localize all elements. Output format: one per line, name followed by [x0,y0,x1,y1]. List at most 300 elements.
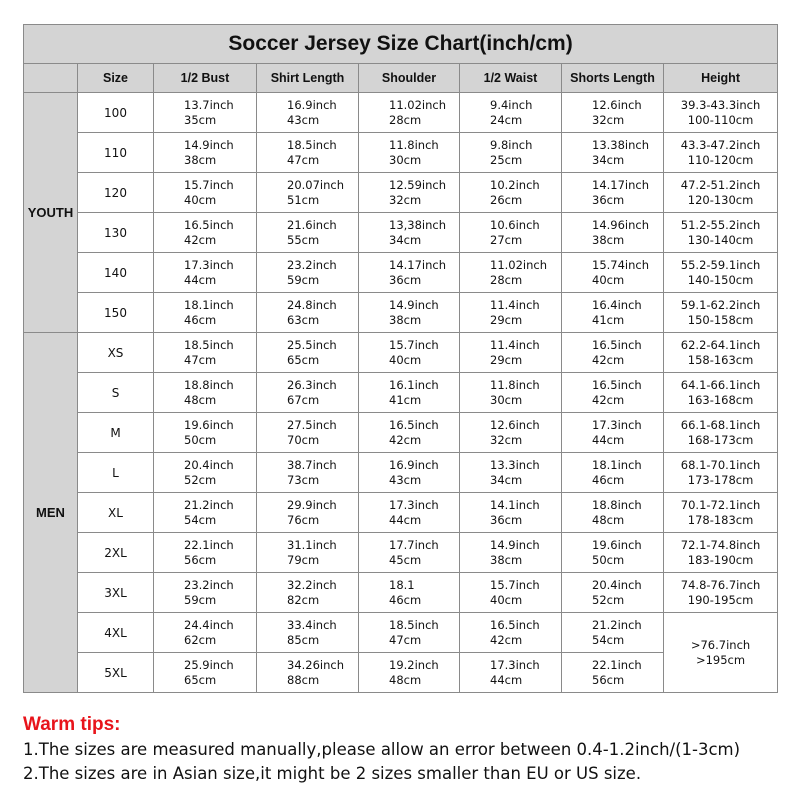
size-cell: XS [78,333,154,373]
inch-value: 15.7inch [389,337,439,352]
size-cell: 150 [78,293,154,333]
cm-value: 41cm [389,392,422,407]
inch-value: 12.6inch [592,97,642,112]
cm-value: 120-130cm [687,192,754,207]
cm-value: 56cm [184,552,217,567]
shoulder-cell [359,413,460,453]
waist-cell [460,373,562,413]
table-row [24,333,778,373]
inch-value: 31.1inch [287,537,337,552]
shoulder-cell [359,333,460,373]
inch-value: 10.6inch [490,217,540,232]
size-cell: 110 [78,133,154,173]
inch-value: 74.8-76.7inch [680,577,761,592]
table-row [24,173,778,213]
inch-value: 20.4inch [592,577,642,592]
shirt-length-cell [257,413,359,453]
group-column-header [24,64,78,93]
inch-value: 22.1inch [592,657,642,672]
shoulder-cell [359,293,460,333]
cm-value: 42cm [184,232,217,247]
inch-value: 11.02inch [490,257,548,272]
inch-value: 22.1inch [184,537,234,552]
inch-value: 19.6inch [184,417,234,432]
cm-value: 44cm [389,512,422,527]
cm-value: 59cm [287,272,320,287]
inch-value: >76.7inch [690,637,751,652]
height-cell [664,533,778,573]
size-cell: 130 [78,213,154,253]
inch-value: 39.3-43.3inch [680,97,761,112]
inch-value: 16.5inch [389,417,439,432]
cm-value: 28cm [389,112,422,127]
size-cell: 3XL [78,573,154,613]
shoulder-cell [359,493,460,533]
cm-value: 40cm [592,272,625,287]
cm-value: 65cm [184,672,217,687]
inch-value: 15.7inch [490,577,540,592]
inch-value: 23.2inch [184,577,234,592]
inch-value: 18.8inch [592,497,642,512]
inch-value: 24.8inch [287,297,337,312]
height-cell [664,453,778,493]
inch-value: 15.74inch [592,257,650,272]
column-header-row [24,64,778,93]
cm-value: 190-195cm [687,592,754,607]
cm-value: 42cm [490,632,523,647]
size-cell: 5XL [78,653,154,693]
cm-value: 34cm [592,152,625,167]
group-label: YOUTH [24,93,78,333]
inch-value: 17.3inch [389,497,439,512]
cm-value: 88cm [287,672,320,687]
inch-value: 38.7inch [287,457,337,472]
cm-value: 36cm [592,192,625,207]
bust-cell [154,213,257,253]
cm-value: 25cm [490,152,523,167]
size-chart-table [23,24,778,693]
shoulder-cell [359,653,460,693]
inch-value: 32.2inch [287,577,337,592]
shoulder-cell [359,573,460,613]
cm-value: 40cm [490,592,523,607]
cm-value: 35cm [184,112,217,127]
cm-value: 42cm [592,352,625,367]
inch-value: 18.5inch [184,337,234,352]
inch-value: 9.4inch [490,97,533,112]
cm-value: 150-158cm [687,312,754,327]
height-cell [664,373,778,413]
inch-value: 15.7inch [184,177,234,192]
table-row [24,213,778,253]
inch-value: 33.4inch [287,617,337,632]
bust-cell [154,173,257,213]
inch-value: 17.3inch [490,657,540,672]
inch-value: 18.1inch [592,457,642,472]
size-cell: M [78,413,154,453]
shorts-length-cell [562,653,664,693]
inch-value: 18.1 [389,577,415,592]
waist-cell [460,613,562,653]
size-chart-body [24,93,778,693]
inch-value: 24.4inch [184,617,234,632]
cm-value: 52cm [184,472,217,487]
cm-value: >195cm [695,652,746,667]
shirt-length-cell [257,253,359,293]
inch-value: 34.26inch [287,657,345,672]
cm-value: 41cm [592,312,625,327]
inch-value: 43.3-47.2inch [680,137,761,152]
height-cell [664,213,778,253]
inch-value: 18.5inch [287,137,337,152]
column-header-shorts-length: Shorts Length [562,64,664,93]
shirt-length-cell [257,133,359,173]
cm-value: 63cm [287,312,320,327]
cm-value: 32cm [389,192,422,207]
cm-value: 24cm [490,112,523,127]
inch-value: 16.9inch [389,457,439,472]
inch-value: 17.3inch [184,257,234,272]
shorts-length-cell [562,573,664,613]
shoulder-cell [359,613,460,653]
cm-value: 29cm [490,352,523,367]
table-row [24,253,778,293]
shorts-length-cell [562,293,664,333]
height-cell [664,133,778,173]
cm-value: 29cm [490,312,523,327]
size-cell: 4XL [78,613,154,653]
inch-value: 21.2inch [184,497,234,512]
inch-value: 14.9inch [490,537,540,552]
bust-cell [154,93,257,133]
waist-cell [460,453,562,493]
inch-value: 14.17inch [592,177,650,192]
cm-value: 67cm [287,392,320,407]
waist-cell [460,533,562,573]
cm-value: 40cm [389,352,422,367]
height-cell [664,493,778,533]
inch-value: 72.1-74.8inch [680,537,761,552]
waist-cell [460,213,562,253]
inch-value: 19.6inch [592,537,642,552]
inch-value: 11.4inch [490,297,540,312]
table-row [24,133,778,173]
cm-value: 178-183cm [687,512,754,527]
shoulder-cell [359,373,460,413]
inch-value: 26.3inch [287,377,337,392]
inch-value: 59.1-62.2inch [680,297,761,312]
cm-value: 38cm [592,232,625,247]
cm-value: 79cm [287,552,320,567]
cm-value: 65cm [287,352,320,367]
waist-cell [460,333,562,373]
table-row [24,613,778,653]
inch-value: 13.38inch [592,137,650,152]
waist-cell [460,253,562,293]
inch-value: 66.1-68.1inch [680,417,761,432]
shorts-length-cell [562,213,664,253]
bust-cell [154,453,257,493]
cm-value: 130-140cm [687,232,754,247]
cm-value: 54cm [592,632,625,647]
inch-value: 55.2-59.1inch [680,257,761,272]
table-row [24,573,778,613]
column-header-bust: 1/2 Bust [154,64,257,93]
cm-value: 42cm [389,432,422,447]
cm-value: 47cm [184,352,217,367]
inch-value: 21.2inch [592,617,642,632]
shoulder-cell [359,173,460,213]
size-cell: 120 [78,173,154,213]
cm-value: 44cm [184,272,217,287]
inch-value: 16.5inch [490,617,540,632]
cm-value: 47cm [287,152,320,167]
cm-value: 46cm [184,312,217,327]
shirt-length-cell [257,333,359,373]
height-cell [664,173,778,213]
cm-value: 28cm [490,272,523,287]
inch-value: 20.4inch [184,457,234,472]
cm-value: 59cm [184,592,217,607]
cm-value: 27cm [490,232,523,247]
inch-value: 9.8inch [490,137,533,152]
shirt-length-cell [257,373,359,413]
bust-cell [154,573,257,613]
shoulder-cell [359,533,460,573]
column-header-shoulder: Shoulder [359,64,460,93]
cm-value: 32cm [490,432,523,447]
height-cell [664,573,778,613]
inch-value: 62.2-64.1inch [680,337,761,352]
group-label: MEN [24,333,78,693]
warm-tip-line: 1.The sizes are measured manually,please allow an error between 0.4-1.2inch/(1-3cm) [23,740,741,759]
cm-value: 30cm [490,392,523,407]
cm-value: 163-168cm [687,392,754,407]
inch-value: 29.9inch [287,497,337,512]
inch-value: 14.17inch [389,257,447,272]
bust-cell [154,613,257,653]
shoulder-cell [359,253,460,293]
shorts-length-cell [562,173,664,213]
cm-value: 183-190cm [687,552,754,567]
inch-value: 16.9inch [287,97,337,112]
shorts-length-cell [562,533,664,573]
shorts-length-cell [562,133,664,173]
cm-value: 44cm [490,672,523,687]
height-cell [664,613,778,693]
bust-cell [154,413,257,453]
size-cell: 2XL [78,533,154,573]
cm-value: 62cm [184,632,217,647]
inch-value: 16.1inch [389,377,439,392]
inch-value: 25.9inch [184,657,234,672]
inch-value: 12.6inch [490,417,540,432]
cm-value: 140-150cm [687,272,754,287]
cm-value: 36cm [389,272,422,287]
shirt-length-cell [257,173,359,213]
inch-value: 13.7inch [184,97,234,112]
cm-value: 73cm [287,472,320,487]
cm-value: 45cm [389,552,422,567]
inch-value: 11.02inch [389,97,447,112]
cm-value: 47cm [389,632,422,647]
height-cell [664,413,778,453]
cm-value: 34cm [389,232,422,247]
bust-cell [154,653,257,693]
height-cell [664,93,778,133]
cm-value: 38cm [490,552,523,567]
cm-value: 44cm [592,432,625,447]
cm-value: 30cm [389,152,422,167]
height-cell [664,253,778,293]
table-row [24,93,778,133]
size-cell: 140 [78,253,154,293]
waist-cell [460,573,562,613]
shirt-length-cell [257,573,359,613]
inch-value: 70.1-72.1inch [680,497,761,512]
shirt-length-cell [257,493,359,533]
size-cell: S [78,373,154,413]
waist-cell [460,133,562,173]
bust-cell [154,333,257,373]
inch-value: 25.5inch [287,337,337,352]
inch-value: 11.4inch [490,337,540,352]
cm-value: 100-110cm [687,112,754,127]
inch-value: 17.3inch [592,417,642,432]
cm-value: 50cm [184,432,217,447]
cm-value: 46cm [389,592,422,607]
table-row [24,533,778,573]
warm-tips [23,712,783,786]
inch-value: 27.5inch [287,417,337,432]
shorts-length-cell [562,93,664,133]
inch-value: 16.5inch [592,377,642,392]
column-header-waist: 1/2 Waist [460,64,562,93]
table-row [24,293,778,333]
cm-value: 38cm [389,312,422,327]
waist-cell [460,413,562,453]
shorts-length-cell [562,613,664,653]
cm-value: 173-178cm [687,472,754,487]
cm-value: 70cm [287,432,320,447]
inch-value: 16.4inch [592,297,642,312]
inch-value: 13.3inch [490,457,540,472]
cm-value: 40cm [184,192,217,207]
cm-value: 110-120cm [687,152,754,167]
cm-value: 82cm [287,592,320,607]
inch-value: 17.7inch [389,537,439,552]
cm-value: 46cm [592,472,625,487]
inch-value: 14.96inch [592,217,650,232]
inch-value: 23.2inch [287,257,337,272]
warm-tips-title: Warm tips: [23,714,121,735]
bust-cell [154,373,257,413]
shirt-length-cell [257,533,359,573]
inch-value: 12.59inch [389,177,447,192]
cm-value: 55cm [287,232,320,247]
inch-value: 68.1-70.1inch [680,457,761,472]
shirt-length-cell [257,453,359,493]
cm-value: 51cm [287,192,320,207]
size-cell: XL [78,493,154,533]
shirt-length-cell [257,653,359,693]
table-row [24,453,778,493]
inch-value: 64.1-66.1inch [680,377,761,392]
chart-title: Soccer Jersey Size Chart(inch/cm) [24,25,778,64]
bust-cell [154,293,257,333]
column-header-shirt-length: Shirt Length [257,64,359,93]
inch-value: 14.9inch [389,297,439,312]
shorts-length-cell [562,493,664,533]
shorts-length-cell [562,453,664,493]
waist-cell [460,653,562,693]
inch-value: 47.2-51.2inch [680,177,761,192]
bust-cell [154,253,257,293]
inch-value: 20.07inch [287,177,345,192]
cm-value: 168-173cm [687,432,754,447]
waist-cell [460,493,562,533]
cm-value: 52cm [592,592,625,607]
table-row [24,413,778,453]
cm-value: 54cm [184,512,217,527]
shoulder-cell [359,93,460,133]
shorts-length-cell [562,333,664,373]
inch-value: 14.1inch [490,497,540,512]
size-cell: L [78,453,154,493]
inch-value: 13,38inch [389,217,447,232]
shorts-length-cell [562,253,664,293]
height-cell [664,293,778,333]
cm-value: 43cm [287,112,320,127]
shoulder-cell [359,453,460,493]
inch-value: 51.2-55.2inch [680,217,761,232]
cm-value: 85cm [287,632,320,647]
cm-value: 43cm [389,472,422,487]
cm-value: 56cm [592,672,625,687]
cm-value: 48cm [184,392,217,407]
waist-cell [460,173,562,213]
inch-value: 11.8inch [490,377,540,392]
warm-tip-line: 2.The sizes are in Asian size,it might be 2 sizes smaller than EU or US size. [23,764,642,783]
bust-cell [154,133,257,173]
waist-cell [460,293,562,333]
inch-value: 19.2inch [389,657,439,672]
column-header-height: Height [664,64,778,93]
inch-value: 18.5inch [389,617,439,632]
shirt-length-cell [257,293,359,333]
cm-value: 26cm [490,192,523,207]
inch-value: 11.8inch [389,137,439,152]
shoulder-cell [359,213,460,253]
table-row [24,373,778,413]
height-cell [664,333,778,373]
cm-value: 48cm [592,512,625,527]
cm-value: 50cm [592,552,625,567]
inch-value: 18.1inch [184,297,234,312]
cm-value: 42cm [592,392,625,407]
shorts-length-cell [562,373,664,413]
inch-value: 18.8inch [184,377,234,392]
shirt-length-cell [257,213,359,253]
inch-value: 10.2inch [490,177,540,192]
cm-value: 32cm [592,112,625,127]
waist-cell [460,93,562,133]
shorts-length-cell [562,413,664,453]
column-header-size: Size [78,64,154,93]
cm-value: 48cm [389,672,422,687]
table-row [24,493,778,533]
inch-value: 21.6inch [287,217,337,232]
